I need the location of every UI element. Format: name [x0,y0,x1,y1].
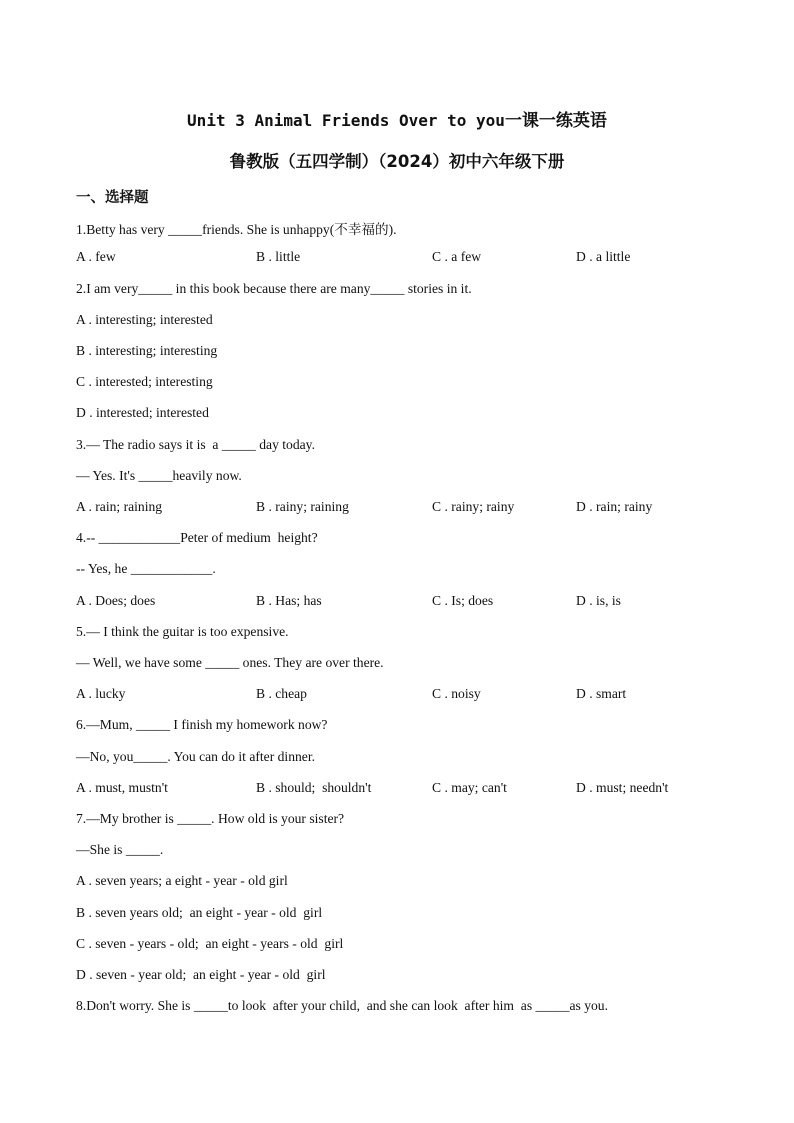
question-8-stem: 8.Don't worry. She is _____to look after your child, and she can look after him as _____as you. [76,998,609,1013]
question-3-stem-line1: 3.— The radio says it is a _____ day today. [76,437,315,452]
question-5-option-a: A . lucky [76,686,126,701]
question-1-option-a: A . few [76,249,116,264]
question-4-option-d: D . is, is [576,593,621,608]
title-english: Unit 3 Animal Friends Over to you [187,111,505,130]
question-2-option-c: C . interested; interesting [76,374,213,389]
question-3-option-b: B . rainy; raining [256,499,349,514]
question-2-option-b: B . interesting; interesting [76,343,218,358]
question-5-option-c: C . noisy [432,686,481,701]
question-7-option-b: B . seven years old; an eight - year - old girl [76,905,323,920]
title-chinese: 一课一练英语 [504,111,607,131]
question-5-option-b: B . cheap [256,686,307,701]
question-1-option-d: D . a little [576,249,631,264]
question-4-stem-line2: -- Yes, he ____________. [76,561,216,576]
question-5-stem-line1: 5.— I think the guitar is too expensive. [76,624,289,639]
question-4-stem-line1: 4.-- ____________Peter of medium height? [76,530,318,545]
section-heading: 一、选择题 [76,190,149,206]
question-6-stem-line2: —No, you_____. You can do it after dinner. [76,749,315,764]
question-3-stem-line2: — Yes. It's _____heavily now. [76,468,242,483]
question-6-option-d: D . must; needn't [576,780,669,795]
question-1-option-c: C . a few [432,249,482,264]
question-2-stem: 2.I am very_____ in this book because there are many_____ stories in it. [76,281,472,296]
question-3-option-d: D . rain; rainy [576,499,653,514]
question-6-option-a: A . must, mustn't [76,780,168,795]
question-5-stem-line2: — Well, we have some _____ ones. They are over there. [76,655,384,670]
question-1-option-b: B . little [256,249,301,264]
question-7-option-d: D . seven - year old; an eight - year - old girl [76,967,326,982]
question-4-option-b: B . Has; has [256,593,322,608]
question-7-option-a: A . seven years; a eight - year - old girl [76,873,288,888]
question-2-option-a: A . interesting; interested [76,312,213,327]
question-7-option-c: C . seven - years - old; an eight - years - old girl [76,936,344,951]
question-3-option-a: A . rain; raining [76,499,163,514]
worksheet-title-line2: 鲁教版（五四学制）（2024）初中六年级下册 [229,152,565,171]
worksheet-title-line1 [0,106,794,131]
question-2-option-d: D . interested; interested [76,405,209,420]
question-3-option-c: C . rainy; rainy [432,499,515,514]
question-6-option-b: B . should; shouldn't [256,780,372,795]
question-7-stem-line1: 7.—My brother is _____. How old is your sister? [76,811,345,826]
question-4-option-c: C . Is; does [432,593,494,608]
question-4-option-a: A . Does; does [76,593,156,608]
question-6-stem-line1: 6.—Mum, _____ I finish my homework now? [76,717,328,732]
question-5-option-d: D . smart [576,686,627,701]
question-7-stem-line2: —She is _____. [76,842,164,857]
question-1-stem: 1.Betty has very _____friends. She is unhappy(不幸福的). [76,222,397,237]
question-6-option-c: C . may; can't [432,780,507,795]
